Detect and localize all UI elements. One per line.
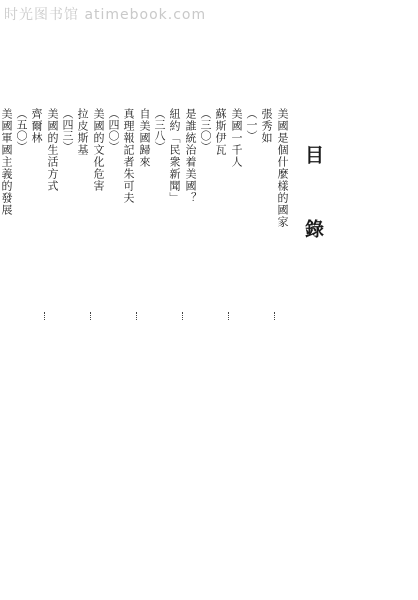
- dot-leader: [228, 312, 229, 320]
- entry-page: （三〇）: [199, 108, 212, 152]
- entry-author: 蘇斯伊瓦: [214, 108, 227, 156]
- dot-leader: [274, 312, 275, 320]
- entry-title: 美國是個什麼樣的國家: [276, 108, 289, 228]
- dot-leader: [182, 312, 183, 320]
- toc-entry: [60, 108, 106, 523]
- entry-author: 真理報記者朱可夫: [122, 108, 135, 204]
- toc-entry: [244, 108, 290, 523]
- entry-title: 美國一千人: [230, 108, 243, 168]
- table-of-contents: [0, 108, 290, 523]
- toc-entry: [0, 108, 14, 523]
- entry-author: 張秀如: [260, 108, 273, 144]
- dot-leader: [44, 312, 45, 320]
- entry-author: 紐約「民衆新聞」: [168, 108, 181, 204]
- dot-leader: [136, 312, 137, 320]
- entry-page: （四〇）: [107, 108, 120, 152]
- watermark: 时光图书馆 atimebook.com: [4, 7, 207, 23]
- entry-page: （一）: [245, 108, 258, 141]
- toc-entry: [198, 108, 244, 523]
- entry-title: 自美國歸來: [138, 108, 151, 168]
- entry-title: 美國軍國主義的發展: [0, 108, 13, 216]
- entry-page: （三八）: [153, 108, 166, 152]
- entry-title: 美國的文化危害: [92, 108, 105, 192]
- entry-author: 齊爾林: [30, 108, 43, 144]
- entry-author: 拉皮斯基: [76, 108, 89, 156]
- dot-leader: [90, 312, 91, 320]
- toc-entry: [106, 108, 152, 523]
- toc-entry: [152, 108, 198, 523]
- entry-title: 美國的生活方式: [46, 108, 59, 192]
- entry-page: （五〇）: [15, 108, 28, 152]
- page-title: 目 錄: [302, 145, 324, 262]
- entry-page: （四三）: [61, 108, 74, 152]
- entry-title: 是誰統治着美國？: [184, 108, 197, 204]
- toc-entry: [14, 108, 60, 523]
